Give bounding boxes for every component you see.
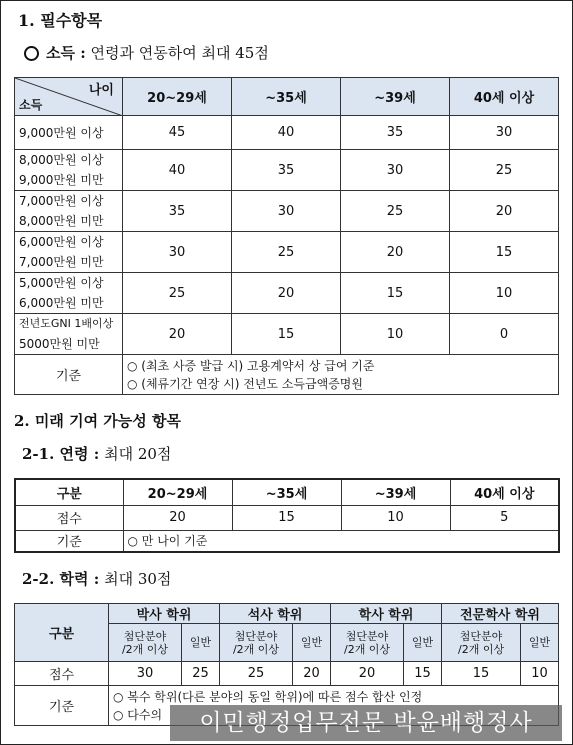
- score-cell: 20: [331, 662, 404, 686]
- score-cell: 20: [293, 662, 331, 686]
- corner-cell: [15, 78, 123, 116]
- income-range-label: 전년도GNI 1배이상 5000만원 미만: [15, 314, 123, 355]
- corner-age-label: 나이: [88, 83, 114, 98]
- table-row: [15, 314, 559, 355]
- circle-bullet-icon: [24, 46, 39, 61]
- income-heading: [46, 42, 269, 63]
- income-heading-text: 연령과 연동하여 최대 45점: [90, 44, 269, 62]
- criteria-label: 기준: [15, 686, 109, 726]
- age-heading-bold: 2-1. 연령 :: [22, 445, 100, 463]
- table-row: [15, 191, 559, 232]
- section2-title: 2. 미래 기여 가능성 항목: [14, 412, 181, 430]
- score-cell: 10: [341, 314, 450, 355]
- degree-header: 전문학사 학위: [442, 604, 559, 624]
- criteria-notes: ○ 복수 학위(다른 분야의 동일 학위)에 따른 점수 합산 인정 ○ 다수의: [109, 686, 559, 726]
- col-header: 40세 이상: [450, 479, 559, 505]
- score-cell: 10: [450, 273, 559, 314]
- score-cell: 10: [521, 662, 559, 686]
- sub-header-general: 일반: [182, 624, 220, 662]
- score-cell: 15: [341, 273, 450, 314]
- score-cell: 45: [123, 116, 232, 150]
- income-range-label: 5,000만원 이상 6,000만원 미만: [15, 273, 123, 314]
- score-cell: 35: [123, 191, 232, 232]
- degree-header: 석사 학위: [220, 604, 331, 624]
- criteria-row: [15, 530, 559, 552]
- section1-title: 1. 필수항목: [18, 11, 103, 30]
- income-table: [14, 77, 559, 395]
- score-cell: 25: [450, 150, 559, 191]
- score-cell: 30: [450, 116, 559, 150]
- score-cell: 20: [232, 273, 341, 314]
- sub-header-advanced: 첨단분야 /2개 이상: [442, 624, 521, 662]
- sub-header-general: 일반: [404, 624, 442, 662]
- col-header: ~35세: [232, 78, 341, 116]
- col-header: ~39세: [341, 78, 450, 116]
- score-cell: 30: [341, 150, 450, 191]
- sub-header-advanced: 첨단분야 /2개 이상: [109, 624, 182, 662]
- score-cell: 15: [232, 505, 341, 530]
- degree-header: 학사 학위: [331, 604, 442, 624]
- watermark-banner: 이민행정업무전문 박윤배행정사: [170, 705, 562, 741]
- income-range-label: 8,000만원 이상 9,000만원 미만: [15, 150, 123, 191]
- score-cell: 25: [232, 232, 341, 273]
- score-cell: 10: [341, 505, 450, 530]
- score-cell: 30: [232, 191, 341, 232]
- score-cell: 25: [123, 273, 232, 314]
- score-cell: 20: [123, 314, 232, 355]
- table-row: [15, 505, 559, 530]
- score-cell: 30: [109, 662, 182, 686]
- score-cell: 25: [220, 662, 293, 686]
- score-cell: 40: [232, 116, 341, 150]
- age-heading: [22, 443, 171, 464]
- score-cell: 0: [450, 314, 559, 355]
- col-header: ~35세: [232, 479, 341, 505]
- col-header: 20~29세: [123, 479, 232, 505]
- income-range-label: 9,000만원 이상: [15, 116, 123, 150]
- edu-heading-bold: 2-2. 학력 :: [22, 570, 100, 588]
- sub-header-general: 일반: [521, 624, 559, 662]
- score-label: 점수: [15, 505, 123, 530]
- criteria-notes: ○ 만 나이 기준: [123, 530, 559, 552]
- age-heading-text: 최대 20점: [104, 445, 172, 463]
- score-cell: 25: [182, 662, 220, 686]
- corner-income-label: 소득: [19, 98, 43, 112]
- score-cell: 20: [450, 191, 559, 232]
- criteria-label: 기준: [15, 355, 123, 395]
- table-row: [15, 150, 559, 191]
- age-table: [14, 478, 560, 553]
- score-label: 점수: [15, 662, 109, 686]
- score-cell: 25: [341, 191, 450, 232]
- table-row: [15, 232, 559, 273]
- edu-header-label: 구분: [15, 604, 109, 662]
- degree-header: 박사 학위: [109, 604, 220, 624]
- table-row: [15, 273, 559, 314]
- income-range-label: 7,000만원 이상 8,000만원 미만: [15, 191, 123, 232]
- score-cell: 20: [341, 232, 450, 273]
- score-cell: 15: [404, 662, 442, 686]
- sub-header-general: 일반: [293, 624, 331, 662]
- sub-header-advanced: 첨단분야 /2개 이상: [220, 624, 293, 662]
- score-cell: 15: [442, 662, 521, 686]
- income-range-label: 6,000만원 이상 7,000만원 미만: [15, 232, 123, 273]
- score-cell: 40: [123, 150, 232, 191]
- table-row: [15, 662, 559, 686]
- criteria-row: [15, 355, 559, 395]
- edu-heading-text: 최대 30점: [104, 570, 172, 588]
- age-header-label: 구분: [15, 479, 123, 505]
- col-header: 20~29세: [123, 78, 232, 116]
- criteria-notes: ○ (최초 사증 발급 시) 고용계약서 상 급여 기준 ○ (체류기간 연장 시) 전년도 소득금액증명원: [123, 355, 559, 395]
- score-cell: 30: [123, 232, 232, 273]
- sub-header-advanced: 첨단분야 /2개 이상: [331, 624, 404, 662]
- score-cell: 5: [450, 505, 559, 530]
- edu-heading: [22, 568, 171, 589]
- score-cell: 15: [232, 314, 341, 355]
- col-header: ~39세: [341, 479, 450, 505]
- score-cell: 35: [232, 150, 341, 191]
- table-row: [15, 116, 559, 150]
- income-heading-bold: 소득 :: [46, 44, 86, 62]
- score-cell: 15: [450, 232, 559, 273]
- col-header: 40세 이상: [450, 78, 559, 116]
- score-cell: 35: [341, 116, 450, 150]
- score-cell: 20: [123, 505, 232, 530]
- criteria-label: 기준: [15, 530, 123, 552]
